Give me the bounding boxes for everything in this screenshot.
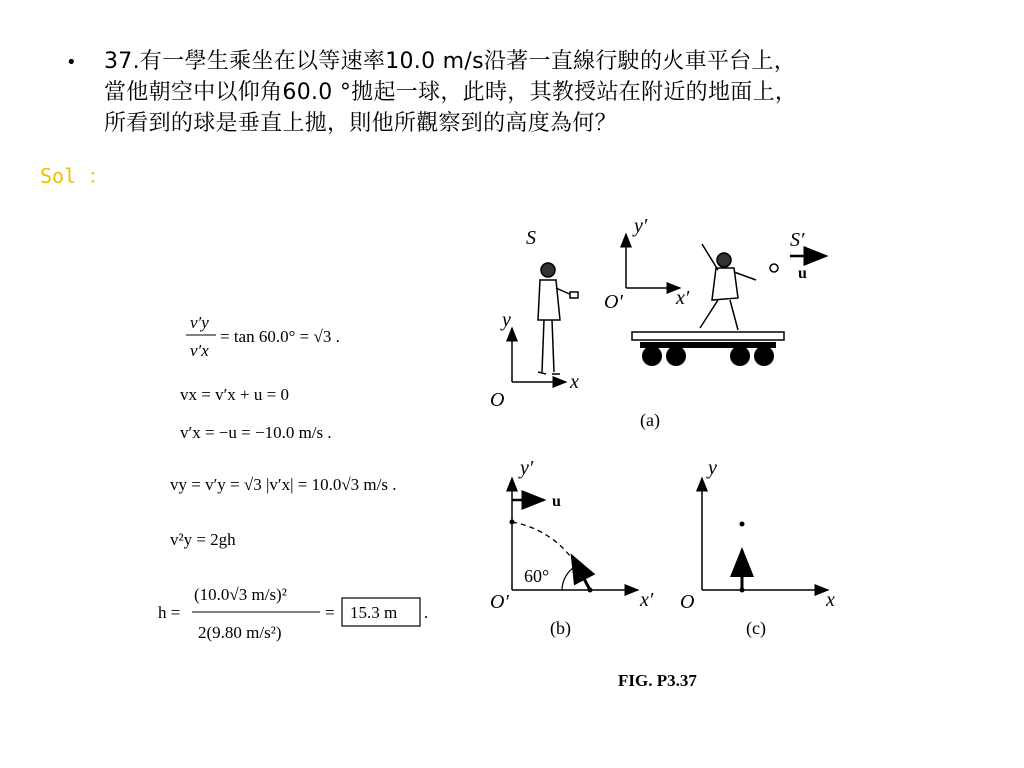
label-x-prime-b: x′ — [640, 589, 654, 611]
h-lhs: h = — [158, 603, 181, 622]
problem-line-2: 當他朝空中以仰角60.0 °拋起一球，此時，其教授站在附近的地面上， — [104, 80, 798, 105]
train-wheels — [642, 346, 774, 366]
label-o-prime-b: O′ — [490, 591, 509, 613]
label-s-prime: S′ — [790, 229, 805, 251]
h-period: . — [424, 603, 429, 622]
figure-caption: FIG. P3.37 — [618, 671, 697, 690]
label-u-a: u — [798, 265, 807, 282]
eq1-rhs: = tan 60.0° = √3 . — [220, 327, 340, 346]
eq1-numerator: v′y — [190, 313, 209, 332]
h-answer: 15.3 m — [350, 603, 398, 622]
label-y-c: y — [708, 457, 717, 479]
train-platform — [632, 332, 784, 340]
angle-arc — [562, 566, 576, 590]
bullet-point: • — [66, 52, 77, 73]
ball-top-c — [740, 522, 745, 527]
eq3: v′x = −u = −10.0 m/s . — [180, 423, 332, 442]
label-o-c: O — [680, 591, 695, 613]
professor-figure — [538, 263, 578, 374]
caption-b: (b) — [550, 618, 571, 638]
problem-line-1: 37.有一學生乘坐在以等速率10.0 m/s沿著一直線行駛的火車平台上， — [104, 49, 797, 74]
label-o-a: O — [490, 389, 505, 411]
label-s: S — [526, 227, 536, 249]
eq2: vx = v′x + u = 0 — [180, 385, 289, 404]
h-equals: = — [325, 603, 335, 622]
launch-vector-b — [572, 556, 590, 590]
equations-block — [150, 300, 470, 660]
eq1-denominator: v′x — [190, 341, 209, 360]
label-x-c: x — [826, 589, 835, 611]
h-denominator: 2(9.80 m/s²) — [198, 623, 282, 642]
label-y-prime-b: y′ — [520, 457, 534, 479]
caption-c: (c) — [746, 618, 766, 638]
caption-a: (a) — [640, 410, 660, 430]
h-numerator: (10.0√3 m/s)² — [194, 585, 287, 604]
label-o-prime-a: O′ — [604, 291, 623, 313]
eq4: vy = v′y = √3 |v′x| = 10.0√3 m/s . — [170, 475, 397, 494]
label-u-b: u — [552, 493, 561, 510]
solution-label: Sol ： — [40, 164, 109, 188]
train-chassis — [640, 342, 776, 348]
student-figure — [700, 244, 778, 330]
label-x-a: x — [570, 371, 579, 393]
label-angle: 60° — [524, 566, 550, 586]
label-x-prime-a: x′ — [676, 287, 690, 309]
label-y-prime-a: y′ — [634, 215, 648, 237]
figure-p3-37 — [480, 210, 860, 700]
problem-statement — [104, 46, 984, 139]
eq5: v²y = 2gh — [170, 530, 236, 549]
label-y-a: y — [502, 309, 511, 331]
problem-line-3: 所看到的球是垂直上拋，則他所觀察到的高度為何？ — [104, 111, 617, 136]
